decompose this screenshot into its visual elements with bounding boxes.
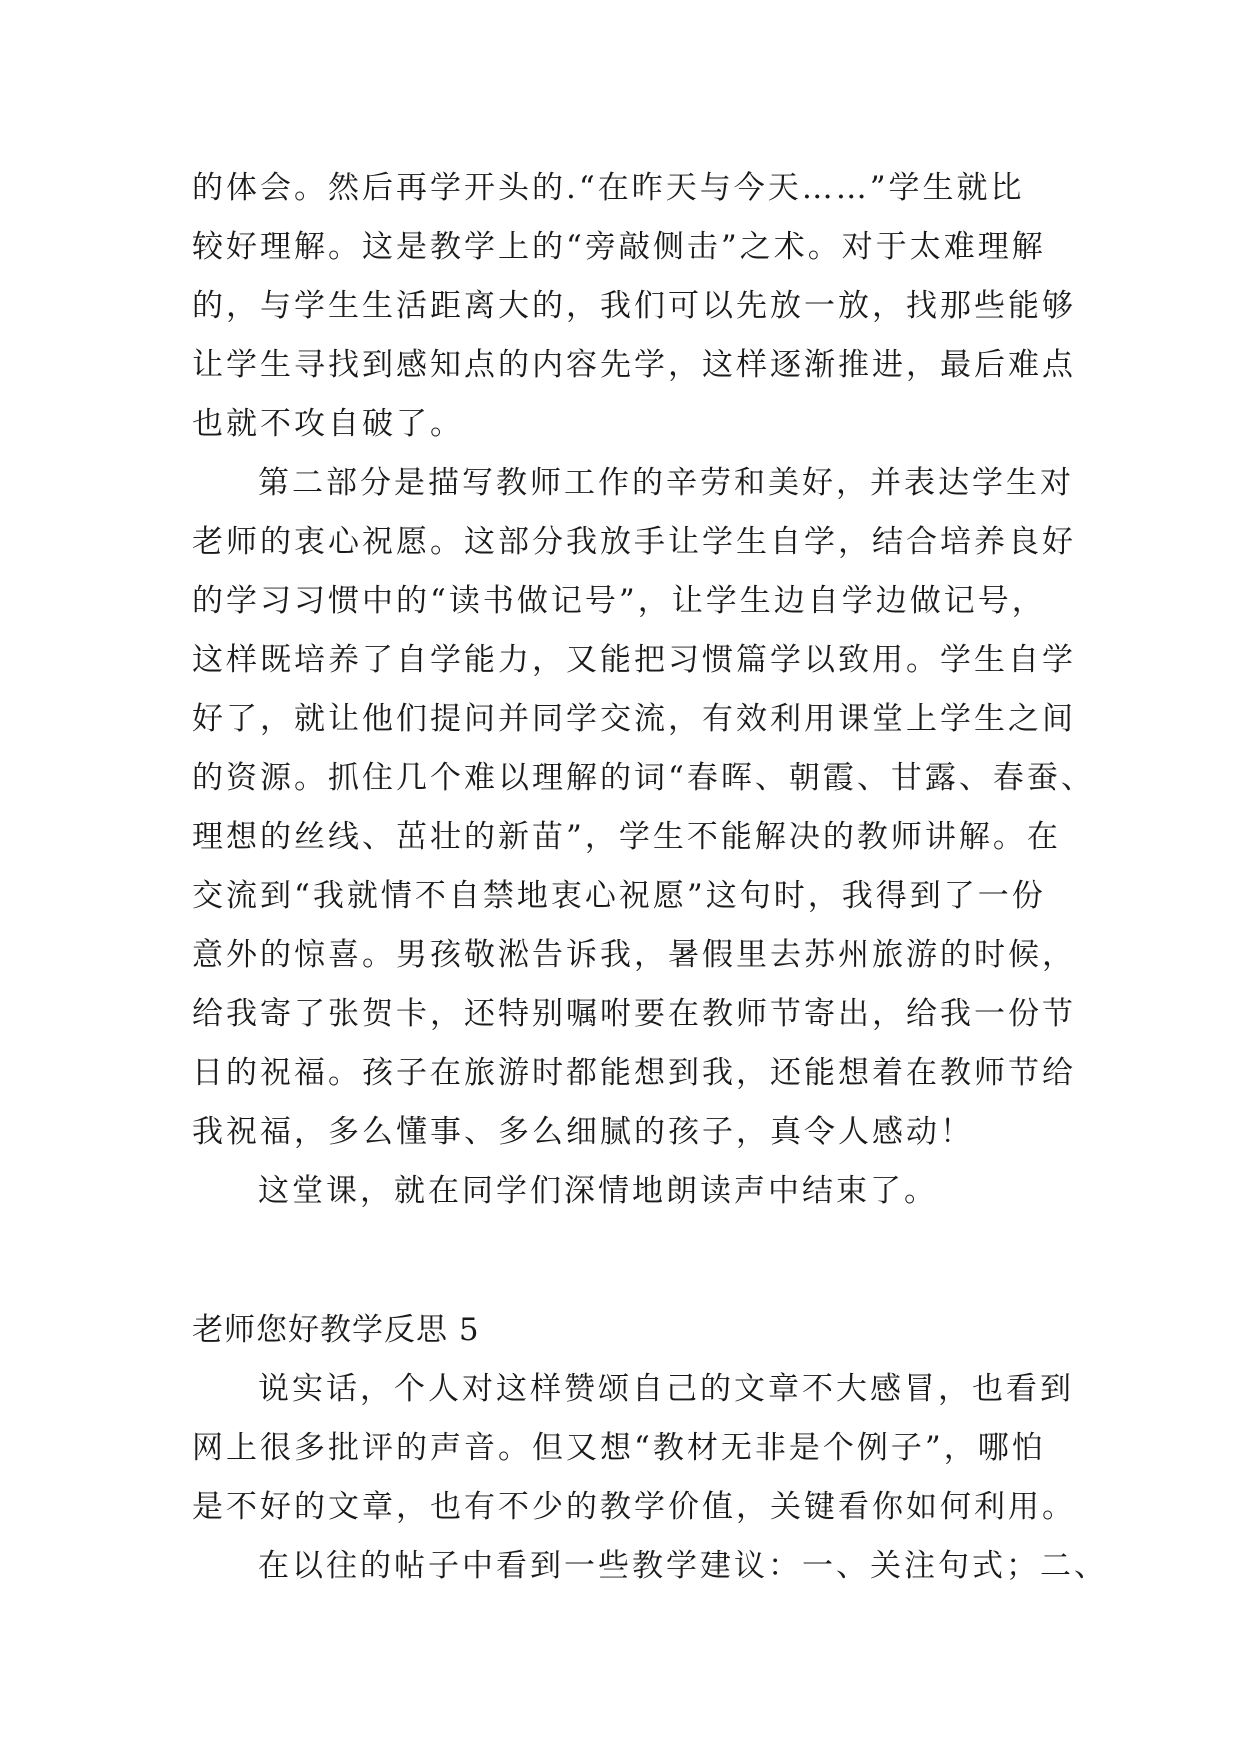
- text-line: 这样既培养了自学能力，又能把习惯篇学以致用。学生自学: [192, 642, 1076, 678]
- text-line: 意外的惊喜。男孩敬淞告诉我，暑假里去苏州旅游的时候，: [192, 937, 1076, 973]
- text-line: 我祝福，多么懂事、多么细腻的孩子，真令人感动！: [192, 1114, 974, 1150]
- text-line: 老师的衷心祝愿。这部分我放手让学生自学，结合培养良好: [192, 524, 1076, 560]
- text-line: 这堂课，就在同学们深情地朗读声中结束了。: [258, 1173, 938, 1209]
- text-line: 的体会。然后再学开头的.“在昨天与今天……”学生就比: [192, 170, 1025, 206]
- text-line: 日的祝福。孩子在旅游时都能想到我，还能想着在教师节给: [192, 1055, 1076, 1091]
- paragraph-opinion: [192, 1360, 1076, 1537]
- text-line: 的学习习惯中的“读书做记号”，让学生边自学边做记号，: [192, 583, 1046, 619]
- text-line: 网上很多批评的声音。但又想“教材无非是个例子”，哪怕: [192, 1430, 1046, 1466]
- text-line: 给我寄了张贺卡，还特别嘱咐要在教师节寄出，给我一份节: [192, 996, 1076, 1032]
- text-line: 好了，就让他们提问并同学交流，有效利用课堂上学生之间: [192, 701, 1076, 737]
- document-body: [192, 159, 1108, 1596]
- text-line: 交流到“我就情不自禁地衷心祝愿”这句时，我得到了一份: [192, 878, 1046, 914]
- section-gap: [192, 1221, 1072, 1301]
- text-line: 让学生寻找到感知点的内容先学，这样逐渐推进，最后难点: [192, 347, 1076, 383]
- paragraph-continuation: [192, 159, 1076, 454]
- text-line: 也就不攻自破了。: [192, 406, 464, 442]
- text-line: 第二部分是描写教师工作的辛劳和美好，并表达学生对: [258, 465, 1074, 501]
- text-line: 的资源。抓住几个难以理解的词“春晖、朝霞、甘露、春蚕、: [192, 760, 1095, 796]
- text-line: 理想的丝线、茁壮的新苗”，学生不能解决的教师讲解。在: [192, 819, 1061, 855]
- paragraph-suggestions: [192, 1537, 1108, 1596]
- text-line: 的，与学生生活距离大的，我们可以先放一放，找那些能够: [192, 288, 1076, 324]
- text-line: 在以往的帖子中看到一些教学建议：一、关注句式；二、: [258, 1548, 1108, 1584]
- text-line: 是不好的文章，也有不少的教学价值，关键看你如何利用。: [192, 1489, 1076, 1525]
- text-line: 说实话，个人对这样赞颂自己的文章不大感冒，也看到: [258, 1371, 1074, 1407]
- section-heading: 老师您好教学反思 5: [192, 1312, 480, 1348]
- text-line: 较好理解。这是教学上的“旁敲侧击”之术。对于太难理解: [192, 229, 1046, 265]
- paragraph-second-part: [192, 454, 1095, 1162]
- paragraph-conclusion: [192, 1162, 1072, 1221]
